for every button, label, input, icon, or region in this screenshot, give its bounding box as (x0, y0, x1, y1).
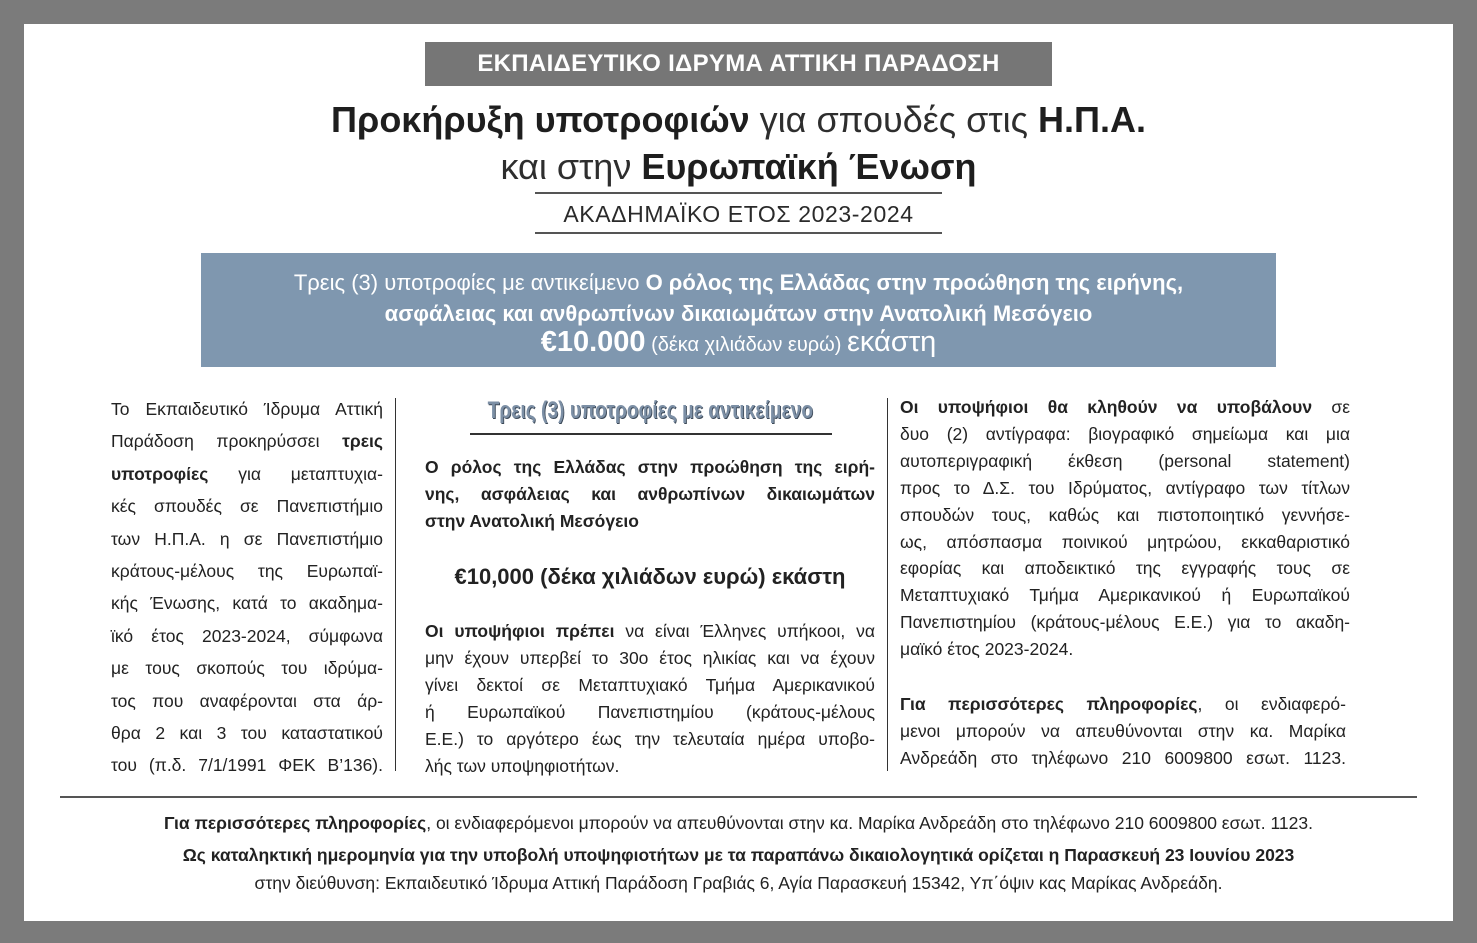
title-bold-text: Η.Π.Α. (1037, 99, 1146, 140)
highlight-amount-line (201, 325, 1276, 359)
academic-year-top-rule (535, 192, 942, 194)
left-column-line: θρα 2 και 3 του καταστατικού (111, 723, 383, 744)
left-column (111, 393, 383, 782)
bold-text: Για περισσότερες πληροφορίες (164, 813, 427, 833)
center-eligibility-line: ή Ευρωπαϊκού Πανεπιστημίου (κράτους-μέλους (425, 702, 875, 722)
center-heading-text: Τρεις (3) υποτροφίες με αντικείμενο (487, 397, 813, 424)
title-light-text: για σπουδές στις (749, 99, 1038, 140)
documents-line: Πανεπιστημίου (κράτους-μέλους Ε.Ε.) για το ακαδη- (900, 612, 1350, 633)
documents-line: Μεταπτυχιακό Τμήμα Αμερικανικού ή Ευρωπαϊκού (900, 585, 1350, 606)
title-light-text: και στην (500, 146, 642, 187)
highlight-amount: €10.000 (540, 326, 646, 358)
documents-line (900, 394, 1350, 421)
documents-line: προς το Δ.Σ. του Ιδρύματος, αντίγραφο των τίτλων (900, 477, 1350, 498)
bold-text: υποτροφίες (111, 463, 209, 484)
text-segment: , οι ενδιαφερό- (1197, 694, 1346, 714)
center-eligibility-line: λής των υποψηφιοτήτων. (425, 756, 620, 776)
highlight-amount-words: (δέκα χιλιάδων ευρώ) (645, 334, 847, 356)
left-column-line: με τους σκοπούς του ιδρύμα- (111, 658, 383, 679)
highlight-text: Τρεις (3) υποτροφίες με αντικείμενο (293, 270, 646, 295)
center-eligibility-line (425, 618, 875, 645)
documents-line: ως, απόσπασμα ποινικού μητρώου, εκκαθαριστικό (900, 531, 1350, 552)
footer-address: στην διεύθυνση: Εκπαιδευτικό Ίδρυμα Αττική Παράδοση Γραβιάς 6, Αγία Παρασκευή 15342, Υπ΄όψιν κας Μαρίκας Ανδρεάδη. (254, 873, 1223, 893)
title-bold-text: Ευρωπαϊκή Ένωση (641, 146, 977, 187)
text-segment: , οι ενδιαφερόμενοι μπορούν να απευθύνονται στην κα. Μαρίκα Ανδρεάδη στο τηλέφωνο 210 6009800 εσωτ. 1123. (426, 813, 1313, 833)
center-eligibility-line: γίνει δεκτοί σε Μεταπτυχιακό Τμήμα Αμερικανικού (425, 675, 875, 695)
academic-year: ΑΚΑΔΗΜΑΪΚΟ ΕΤΟΣ 2023-2024 (563, 201, 914, 227)
footer-contact (24, 809, 1453, 837)
left-column-line (111, 458, 383, 490)
left-column-line: κές σπουδές σε Πανεπιστήμιο (111, 496, 383, 517)
scholarship-highlight-box (201, 253, 1276, 367)
documents-line: αυτοπεριγραφική έκθεση (personal statement) (900, 450, 1350, 471)
footer-divider (60, 796, 1417, 798)
center-subject-line: στην Ανατολική Μεσόγειο (425, 511, 639, 531)
page-title-line-2 (24, 143, 1453, 191)
documents-line: σπουδών τους, καθώς και πιστοποιητικό γεννήσε- (900, 504, 1350, 525)
left-column-line (111, 425, 383, 457)
right-column-documents (900, 394, 1350, 663)
left-column-line: των Η.Π.Α. η σε Πανεπιστήμιο (111, 528, 383, 549)
bold-text: Οι υποψήφιοι πρέπει (425, 621, 615, 641)
info-line: Ανδρεάδη στο τηλέφωνο 210 6009800 εσωτ. 1123. (900, 748, 1346, 768)
column-divider-left (395, 398, 396, 771)
bold-text: Για περισσότερες πληροφορίες (900, 694, 1198, 714)
center-subject (425, 454, 875, 535)
center-subject-line: Ο ρόλος της Ελλάδας στην προώθηση της ειρή- (425, 457, 875, 477)
page-title-line-1 (24, 96, 1453, 144)
highlight-per-each: εκάστη (846, 326, 937, 358)
info-line (900, 691, 1346, 718)
bold-text: Οι υποψήφιοι θα κληθούν να υποβάλουν (900, 397, 1313, 417)
text-segment: να είναι Έλληνες υπήκοοι, να (614, 621, 875, 641)
documents-line: μαϊκό έτος 2023-2024. (900, 639, 1074, 660)
center-column-heading (425, 396, 875, 426)
bold-text: τρεις (342, 431, 383, 452)
text-segment: για μεταπτυχια- (208, 463, 383, 484)
highlight-line-2: ασφάλειας και ανθρωπίνων δικαιωμάτων στην Ανατολική Μεσόγειο (384, 301, 1093, 326)
left-column-line: Το Εκπαιδευτικό Ίδρυμα Αττική (111, 399, 383, 419)
academic-year-bottom-rule (535, 232, 942, 234)
left-column-line: τος που αναφέρονται στα άρ- (111, 690, 383, 711)
documents-line: δυο (2) αντίγραφα: βιογραφικό σημείωμα και μια (900, 423, 1350, 444)
text-segment: Παράδοση προκηρύσσει (111, 431, 343, 452)
text-segment: σε (1312, 397, 1351, 417)
center-eligibility (425, 618, 875, 780)
center-eligibility-line: μην έχουν υπερβεί το 30ο έτος ηλικίας και να έχουν (425, 648, 875, 668)
right-column-info (900, 691, 1346, 772)
center-heading-underline (470, 433, 832, 435)
footer-deadline: Ως καταληκτική ημερομηνία για την υποβολή υποψηφιοτήτων με τα παραπάνω δικαιολογητικά ορίζεται η Παρασκευή 23 Ιουνίου 2023 (182, 845, 1295, 865)
organization-banner: ΕΚΠΑΙΔΕΥΤΙΚΟ ΙΔΡΥΜΑ ΑΤΤΙΚΗ ΠΑΡΑΔΟΣΗ (425, 42, 1052, 86)
left-column-line: κράτους-μέλους της Ευρωπαϊ- (111, 561, 383, 582)
left-column-line: κής Ένωσης, κατά το ακαδημα- (111, 593, 383, 614)
highlight-line-1 (201, 268, 1276, 298)
column-divider-right (887, 398, 888, 771)
center-eligibility-line: Ε.Ε.) το αργότερο έως την τελευταία ημέρα υποβο- (425, 729, 875, 749)
center-amount: €10,000 (δέκα χιλιάδων ευρώ) εκάστη (454, 564, 846, 589)
title-bold-text: Προκήρυξη υποτροφιών (331, 99, 750, 140)
documents-line: εφορίας και αποδεικτικό της εγγραφής τους σε (900, 558, 1350, 579)
left-column-line: του (π.δ. 7/1/1991 ΦΕΚ Β’136). (111, 755, 383, 776)
left-column-line: ϊκό έτος 2023-2024, σύμφωνα (111, 625, 383, 646)
info-line: μενοι μπορούν να απευθύνονται στην κα. Μαρίκα (900, 721, 1346, 741)
center-subject-line: νης, ασφάλειας και ανθρωπίνων δικαιωμάτων (425, 484, 875, 504)
highlight-bold-text: Ο ρόλος της Ελλάδας στην προώθηση της ειρήνης, (645, 270, 1184, 295)
